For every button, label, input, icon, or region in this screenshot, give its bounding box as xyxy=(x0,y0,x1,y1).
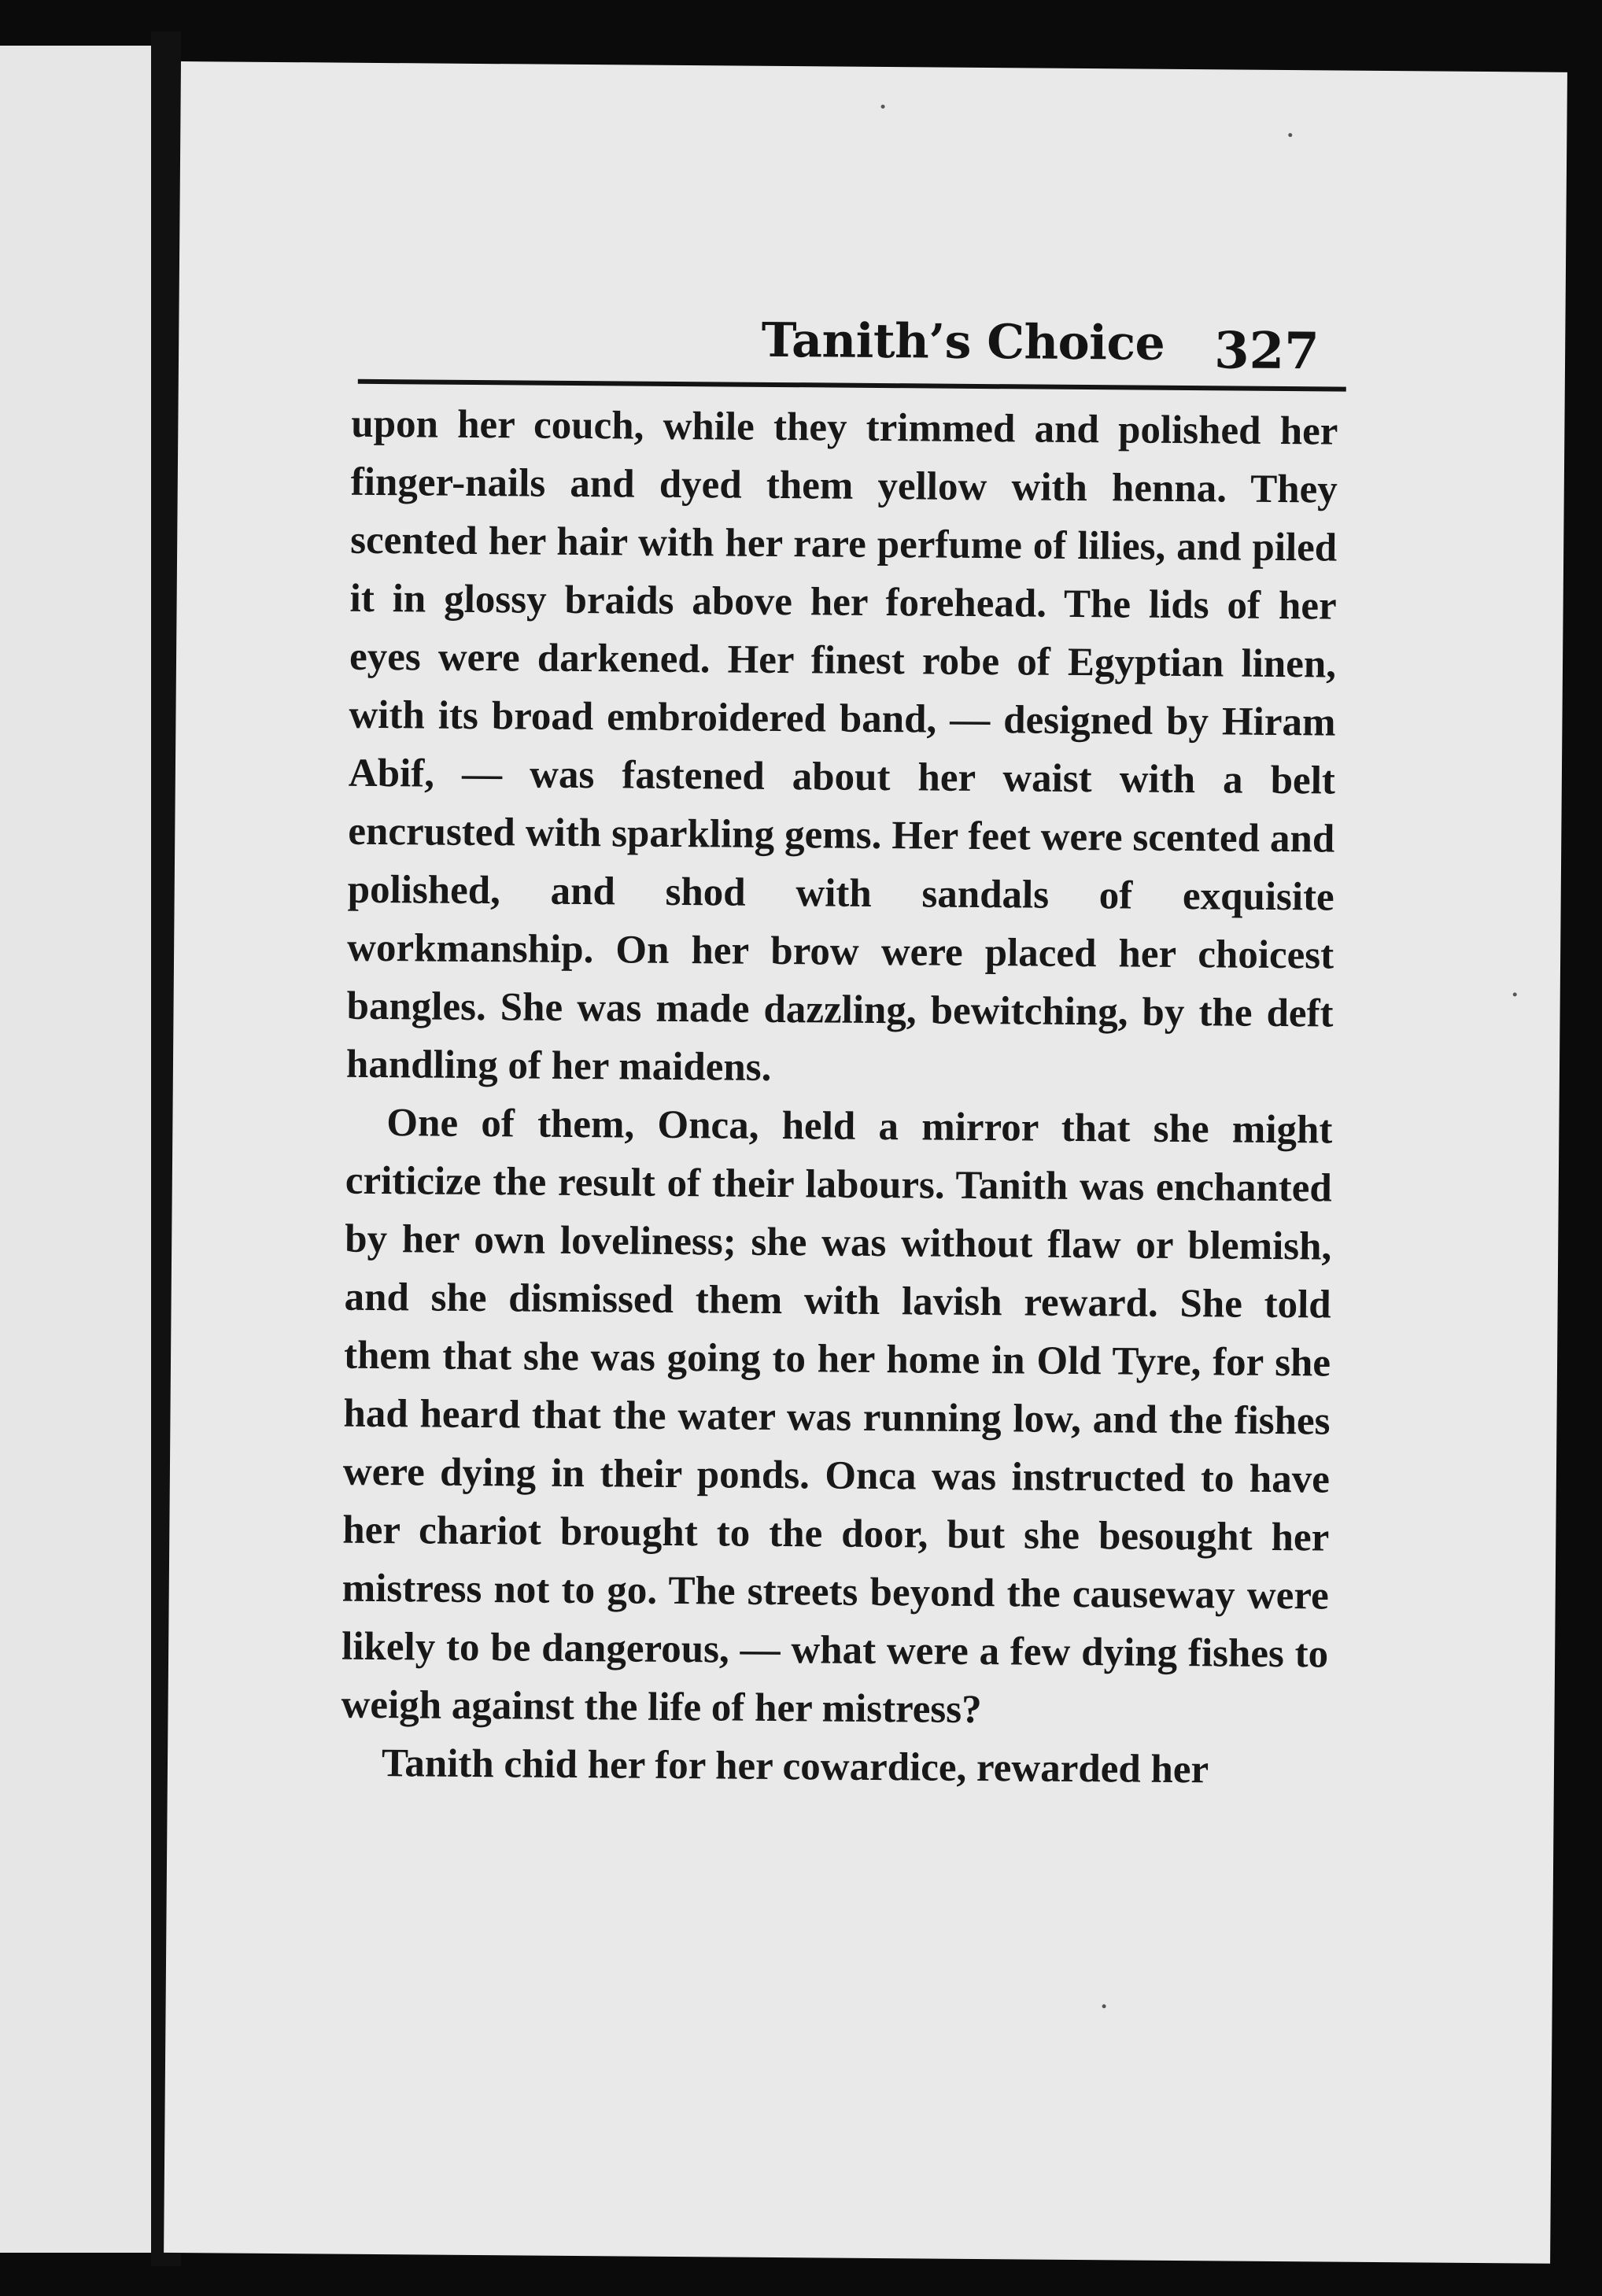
scan-speck xyxy=(1513,992,1517,996)
facing-page-edge xyxy=(0,46,151,2253)
running-title: Tanith’s Choice xyxy=(761,312,1165,371)
book-page xyxy=(164,61,1567,2264)
scan-speck xyxy=(1102,2004,1106,2008)
page-number: 327 xyxy=(1213,321,1320,382)
paragraph-3: Tanith chid her for her cowardice, rewarded her xyxy=(381,1741,1209,1792)
paragraph-2: One of them, Onca, held a mirror that she might criticize the result of their labours. Tanith was enchanted by her own loveliness; she was without flaw or blemish, and she dismissed them with lavish reward. She told them that she was going to her home in Old Tyre, for she had heard that the water was running low, and the fishes were dying in their ponds. Onca was instructed to have her chariot brought to the door, but she besought her mistress not to go. The streets beyond the causeway were likely to be dangerous, — what were a few dying fishes to weigh against the life of her mistress? xyxy=(341,1101,1333,1733)
page-header xyxy=(358,252,1347,393)
scan-speck xyxy=(1288,133,1292,137)
paragraph-1: upon her couch, while they trimmed and polished her finger-nails and dyed them yellow with henna. They scented her hair with her rare perfume of lilies, and piled it in glossy braids above her forehead. The lids of her eyes were darkened. Her finest robe of Egyptian linen, with its broad embroidered band, — designed by Hiram Abif, — was fastened about her waist with a belt encrusted with sparkling gems. Her feet were scented and polished, and shod with sandals of exquisite workmanship. On her brow were placed her choicest bangles. She was made dazzling, bewitching, by the deft handling of her maidens. xyxy=(345,401,1338,1090)
scan-speck xyxy=(881,105,885,109)
header-rule xyxy=(358,379,1346,392)
body-text xyxy=(341,395,1338,1800)
